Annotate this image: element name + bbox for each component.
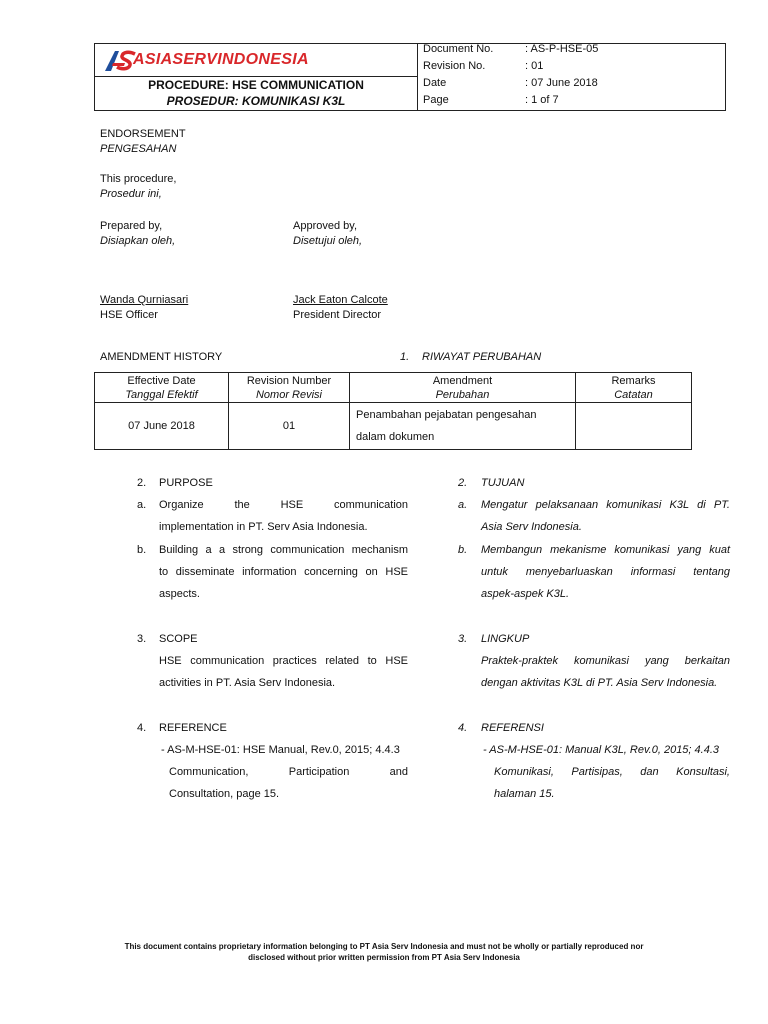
approved-by-label-id: Disetujui oleh,: [293, 235, 363, 247]
referensi-num: 4.: [458, 722, 468, 734]
approved-by-label: Approved by,: [293, 220, 358, 232]
header-revision-number: [229, 373, 350, 403]
cell-revision: 01: [229, 403, 350, 450]
meta-label-document-no: Document No.: [423, 43, 494, 55]
tujuan-b-label: b.: [458, 544, 468, 556]
preparer-title: HSE Officer: [100, 309, 158, 321]
scope-title: SCOPE: [159, 633, 198, 645]
tujuan-b-text: [481, 539, 730, 605]
purpose-b-text: [159, 539, 408, 605]
referensi-line3: halaman 15.: [494, 788, 555, 800]
header-revision-number-en: Revision Number: [246, 374, 332, 387]
company-logo-icon: [103, 50, 137, 72]
purpose-b-label: b.: [137, 544, 147, 556]
reference-line2: Communication, Participation and: [169, 766, 408, 778]
endorsement-intro: This procedure,: [100, 173, 177, 185]
header-remarks-en: Remarks: [611, 374, 656, 387]
header-amendment-en: Amendment: [432, 374, 493, 387]
scope-text: [159, 650, 408, 694]
scope-num: 3.: [137, 633, 147, 645]
prepared-by-label: Prepared by,: [100, 220, 163, 232]
cell-effective-date: 07 June 2018: [95, 403, 229, 450]
table-row: [95, 403, 692, 450]
lingkup-title: LINGKUP: [481, 633, 530, 645]
meta-label-page: Page: [423, 94, 449, 106]
footer-line2: disclosed without prior written permission from PT Asia Serv Indonesia: [248, 953, 520, 962]
purpose-title: PURPOSE: [159, 477, 213, 489]
lingkup-line2: dengan aktivitas K3L di PT. Asia Serv Indonesia.: [481, 677, 718, 689]
reference-num: 4.: [137, 722, 147, 734]
tujuan-b-line3: aspek-aspek K3L.: [481, 588, 570, 600]
tujuan-a-text: [481, 494, 730, 538]
header-effective-date: [95, 373, 229, 403]
reference-line1: - AS-M-HSE-01: HSE Manual, Rev.0, 2015; 4.4.3: [161, 744, 400, 756]
header-effective-date-id: Tanggal Efektif: [125, 388, 198, 401]
referensi-line1: - AS-M-HSE-01: Manual K3L, Rev.0, 2015; 4.4.3: [483, 744, 720, 756]
meta-value-revision-no: : 01: [525, 60, 544, 72]
meta-value-document-no: : AS-P-HSE-05: [525, 43, 599, 55]
tujuan-a-line1: Mengatur pelaksanaan komunikasi K3L di PT.: [481, 499, 730, 511]
purpose-a-line1: Organize the HSE communication: [159, 499, 408, 511]
meta-label-revision-no: Revision No.: [423, 60, 486, 72]
scope-line2: activities in PT. Asia Serv Indonesia.: [159, 677, 336, 689]
lingkup-num: 3.: [458, 633, 468, 645]
purpose-num: 2.: [137, 477, 147, 489]
header-remarks-id: Catatan: [614, 388, 653, 401]
reference-line3: Consultation, page 15.: [169, 788, 280, 800]
approver-name: Jack Eaton Calcote: [293, 294, 388, 306]
footer-line1: This document contains proprietary information belonging to PT Asia Serv Indonesia and must not be wholly or partially reproduced nor: [124, 942, 644, 951]
referensi-title: REFERENSI: [481, 722, 544, 734]
cell-amendment: [350, 403, 576, 450]
cell-remarks: [576, 403, 692, 450]
prepared-by-label-id: Disiapkan oleh,: [100, 235, 176, 247]
cell-amendment-line1: Penambahan pejabatan pengesahan: [356, 409, 537, 421]
lingkup-line1: Praktek-praktek komunikasi yang berkaitan: [481, 655, 730, 667]
tujuan-b-line2: untuk menyebarluaskan informasi tentang: [481, 566, 730, 578]
tujuan-b-line1: Membangun mekanisme komunikasi yang kuat: [481, 544, 730, 556]
meta-label-date: Date: [423, 77, 447, 89]
endorsement-intro-id: Prosedur ini,: [100, 188, 162, 200]
cell-amendment-line2: dalam dokumen: [356, 431, 435, 443]
tujuan-a-line2: Asia Serv Indonesia.: [481, 521, 582, 533]
endorsement-title: ENDORSEMENT: [100, 128, 186, 140]
tujuan-a-label: a.: [458, 499, 468, 511]
header-amendment: [350, 373, 576, 403]
approver-title: President Director: [293, 309, 382, 321]
purpose-b-line3: aspects.: [159, 588, 200, 600]
header-effective-date-en: Effective Date: [127, 374, 196, 387]
amendment-table: [94, 372, 692, 450]
amendment-history-title: AMENDMENT HISTORY: [100, 351, 223, 363]
procedure-title-id: PROSEDUR: KOMUNIKASI K3L: [166, 94, 346, 108]
meta-value-page: : 1 of 7: [525, 94, 559, 106]
meta-value-date: : 07 June 2018: [525, 77, 598, 89]
preparer-name: Wanda Qurniasari: [100, 294, 189, 306]
amendment-history-num: 1.: [400, 351, 410, 363]
purpose-b-line2: to disseminate information concerning on HSE: [159, 566, 408, 578]
header-amendment-id: Perubahan: [435, 388, 490, 401]
header-left: [95, 44, 418, 110]
referensi-text: [481, 739, 730, 805]
referensi-line2: Komunikasi, Partisipas, dan Konsultasi,: [494, 766, 730, 778]
scope-line1: HSE communication practices related to HSE: [159, 655, 408, 667]
reference-title: REFERENCE: [159, 722, 227, 734]
tujuan-title: TUJUAN: [481, 477, 525, 489]
purpose-b-line1: Building a a strong communication mechanism: [159, 544, 408, 556]
header-revision-number-id: Nomor Revisi: [255, 388, 322, 401]
tujuan-num: 2.: [458, 477, 468, 489]
reference-text: [159, 739, 408, 805]
header-remarks: [576, 373, 692, 403]
amendment-history-title-id: RIWAYAT PERUBAHAN: [422, 351, 542, 363]
company-logo: [95, 44, 417, 77]
document-header: [94, 43, 726, 111]
lingkup-text: [481, 650, 730, 694]
endorsement-title-id: PENGESAHAN: [100, 143, 177, 155]
purpose-a-text: [159, 494, 408, 538]
amendment-table-header: [95, 373, 692, 403]
purpose-a-line2: implementation in PT. Serv Asia Indonesia.: [159, 521, 368, 533]
company-name: ASIASERVINDONESIA: [133, 51, 309, 68]
procedure-title-en: PROCEDURE: HSE COMMUNICATION: [148, 78, 364, 92]
confidentiality-footer: [60, 941, 708, 963]
purpose-a-label: a.: [137, 499, 147, 511]
